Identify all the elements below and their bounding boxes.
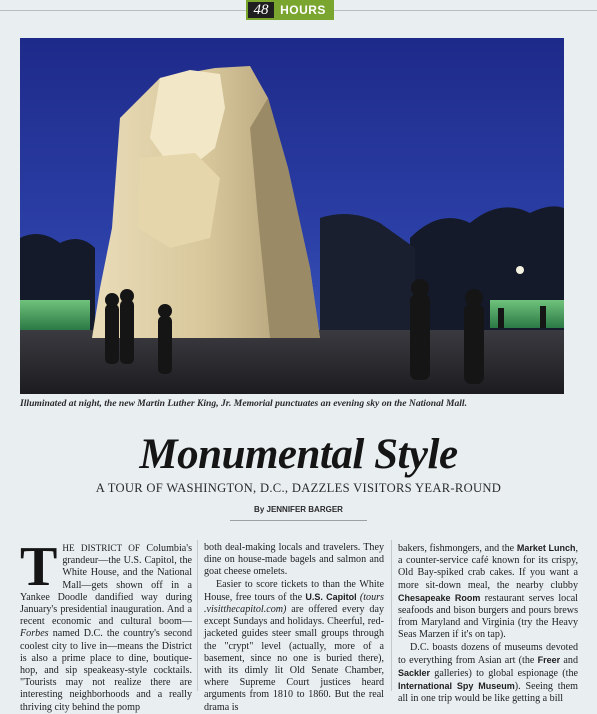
article-column-3: [398, 542, 578, 705]
venue-name: U.S. Capitol: [305, 591, 357, 602]
paragraph: [398, 642, 578, 706]
venue-name: Market Lunch: [516, 543, 576, 553]
body-text: Columbia's grandeur—the U.S. Capitol, the White House, and the National Mall—gets shown off in a Yankee Doodle dandified way during January's presidential inauguration. And a recent economic and cultural boom—: [20, 543, 192, 628]
venue-name: Sackler: [398, 668, 431, 679]
venue-name: International Spy Museum: [398, 681, 515, 692]
venue-name: Chesapeake Room: [398, 592, 481, 603]
byline: By JENNIFER BARGER: [254, 505, 343, 514]
article-column-2: [204, 542, 384, 713]
body-text: galleries) to global espionage (the: [430, 668, 578, 680]
memorial-photo: [20, 38, 564, 394]
venue-name: Freer: [537, 654, 561, 665]
body-text: , a counter-service café known for its crispy, Old Bay-spiked crab cakes. If you want a more sit-down meal, the nearby clubby: [398, 543, 578, 591]
body-text: and: [560, 654, 578, 666]
column-divider: [391, 540, 392, 691]
venue-url: (tours .visitthecapitol.com): [204, 591, 384, 616]
photo-caption: Illuminated at night, the new Martin Luther King, Jr. Memorial punctuates an evening sky on the National Mall.: [20, 398, 467, 409]
body-text: are offered every day except Sundays and holidays. Cheerful, red-jacketed guides steer small groups through the "crypt" level (actually, more of a basement, since no one is buried there), with its dimly lit Old Senate Chamber, where Supreme Court justices heard arguments from 1810 to 1860. But the real drama is: [204, 604, 384, 713]
body-text: D.C. boasts dozens of museums devoted to everything from Asian art (the: [398, 641, 578, 666]
article-column-1: [20, 536, 192, 713]
badge-number: 48: [248, 2, 274, 18]
body-text: ). Seeing them all in one trip would be like getting a bill: [398, 681, 578, 705]
body-text: named D.C. the country's second coolest city to live in—means the District is also a prime place to dine, boutique-hop, and sip speakeasy-style cocktails. "Tourists may not realize there are interesting neighborhoods and a really thriving city behind the pomp: [20, 628, 192, 713]
drop-cap: T: [20, 536, 58, 598]
paragraph: [204, 579, 384, 714]
badge-label: HOURS: [274, 2, 332, 18]
article-title: Monumental Style: [139, 431, 458, 478]
body-text: restaurant serves local seafoods and bison burgers and pours brews from Maryland and Virginia (try the Heavy Seas Marzen if it's on tap).: [398, 592, 578, 641]
column-divider: [197, 540, 198, 691]
paragraph: [398, 542, 578, 642]
section-badge: [246, 0, 334, 20]
byline-rule: [230, 520, 367, 521]
article-subtitle: A TOUR OF WASHINGTON, D.C., DAZZLES VISITORS YEAR-ROUND: [95, 481, 502, 495]
paragraph: both deal-making locals and travelers. They dine on house-made bagels and salmon and goat cheese omelets.: [204, 542, 384, 578]
body-text: bakers, fishmongers, and the: [398, 543, 517, 554]
lead-in: HE DISTRICT OF: [62, 543, 140, 553]
publication-name: Forbes: [20, 628, 49, 640]
body-text: Easier to score tickets to than the White House, free tours of the: [204, 578, 384, 603]
